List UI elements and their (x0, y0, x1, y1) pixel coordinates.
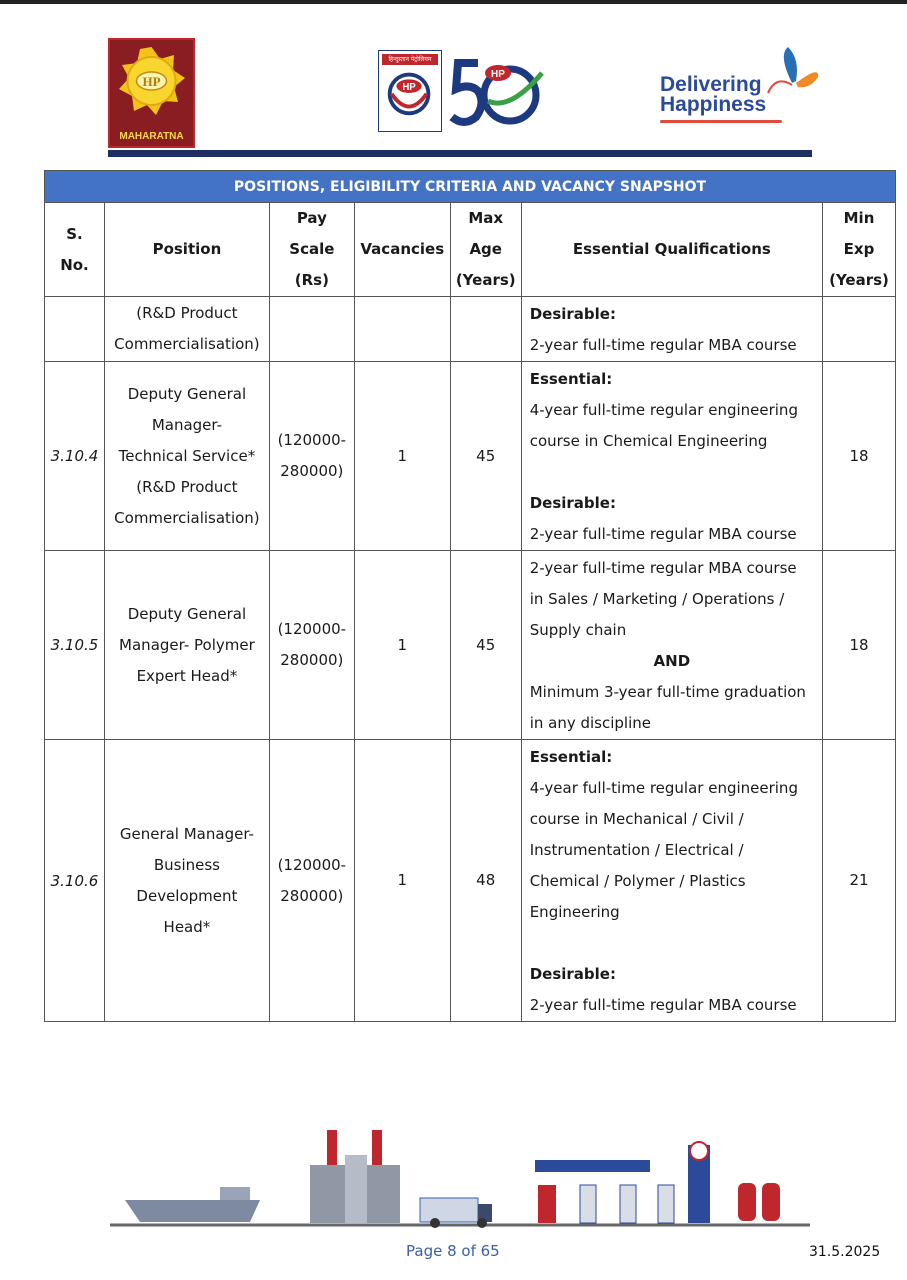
cell-age: 45 (450, 551, 521, 740)
cell-exp: 18 (823, 362, 896, 551)
essential-label: Essential: (529, 748, 613, 766)
desirable-text: 2-year full-time regular MBA course (529, 336, 797, 354)
table-title: POSITIONS, ELIGIBILITY CRITERIA AND VACANCY SNAPSHOT (45, 171, 896, 203)
cell-position: Deputy General Manager- Technical Service* (R&D Product Commercialisation) (104, 362, 269, 551)
industry-illustration (110, 1125, 810, 1235)
header-pay-scale: Pay Scale (Rs) (269, 203, 354, 297)
cell-sno (45, 297, 105, 362)
table-row (45, 362, 896, 551)
header-sno: S. No. (45, 203, 105, 297)
truck-icon (420, 1198, 478, 1222)
cell-sno: 3.10.6 (45, 740, 105, 1022)
tagline-line-1: Delivering (660, 73, 762, 96)
cell-pay (269, 297, 354, 362)
cell-qualifications: Essential: 4-year full-time regular engineering course in Mechanical / Civil / Instrumentation / Electrical / Chemical / Polymer / Plastics Engineering Desirable: 2-year full-time regular MBA course (521, 740, 822, 1022)
desirable-label: Desirable: (529, 494, 616, 512)
desirable-label: Desirable: (529, 965, 616, 983)
cell-qualifications: 2-year full-time regular MBA course in Sales / Marketing / Operations / Supply chain AND Minimum 3-year full-time graduation in any discipline (521, 551, 822, 740)
tagline (660, 75, 766, 115)
maharatna-label: MAHARATNA (119, 131, 184, 142)
cell-vacancies: 1 (354, 551, 450, 740)
cell-pay: (120000- 280000) (269, 362, 354, 551)
cell-exp (823, 297, 896, 362)
document-date: 31.5.2025 (809, 1244, 881, 1260)
page-number: Page 8 of 65 (406, 1242, 500, 1260)
header-divider (108, 150, 812, 157)
lpg-cylinder-icon (738, 1183, 756, 1221)
header-position: Position (104, 203, 269, 297)
and-label: AND (653, 652, 691, 670)
table-row (45, 551, 896, 740)
svg-text:HP: HP (402, 82, 416, 94)
hp-hindi-label: हिन्दुस्तान पेट्रोलियम (382, 54, 438, 65)
cell-exp: 18 (823, 551, 896, 740)
cell-position: General Manager- Business Development Head* (104, 740, 269, 1022)
cell-vacancies (354, 297, 450, 362)
cell-sno: 3.10.4 (45, 362, 105, 551)
cell-age: 45 (450, 362, 521, 551)
header-min-exp: Min Exp (Years) (823, 203, 896, 297)
cell-age: 48 (450, 740, 521, 1022)
hp-sun-emblem-icon (116, 45, 187, 117)
table-header-row (45, 203, 896, 297)
header-qualifications: Essential Qualifications (521, 203, 822, 297)
svg-text:HP: HP (142, 74, 161, 89)
cell-pay: (120000- 280000) (269, 740, 354, 1022)
lpg-cylinder-icon (762, 1183, 780, 1221)
hp-50-logo-text: HP (491, 69, 505, 80)
hp-emblem-icon (379, 51, 441, 131)
cell-position: (R&D Product Commercialisation) (104, 297, 269, 362)
cell-sno: 3.10.5 (45, 551, 105, 740)
cell-pay: (120000- 280000) (269, 551, 354, 740)
tagline-line-2: Happiness (660, 93, 767, 116)
hp-50-years-logo (448, 55, 548, 133)
essential-label: Essential: (529, 370, 613, 388)
hp-logo (378, 50, 442, 132)
cell-position: Deputy General Manager- Polymer Expert Head* (104, 551, 269, 740)
cell-exp: 21 (823, 740, 896, 1022)
maharatna-logo (108, 38, 195, 148)
vacancy-table (44, 170, 896, 1022)
desirable-label: Desirable: (529, 305, 616, 323)
header-vacancies: Vacancies (354, 203, 450, 297)
cell-vacancies: 1 (354, 740, 450, 1022)
delivering-happiness-logo (660, 45, 820, 140)
cell-vacancies: 1 (354, 362, 450, 551)
ship-icon (125, 1200, 260, 1222)
table-row-continued (45, 297, 896, 362)
desirable-text: 2-year full-time regular MBA course (529, 996, 797, 1014)
table-row (45, 740, 896, 1022)
top-border (0, 0, 907, 4)
tagline-underline (660, 120, 782, 123)
header-max-age: Max Age (Years) (450, 203, 521, 297)
desirable-text: 2-year full-time regular MBA course (529, 525, 797, 543)
fuel-station-canopy-icon (535, 1160, 650, 1172)
cell-qualifications (521, 297, 822, 362)
cell-age (450, 297, 521, 362)
cell-qualifications: Essential: 4-year full-time regular engineering course in Chemical Engineering Desirable: 2-year full-time regular MBA course (521, 362, 822, 551)
